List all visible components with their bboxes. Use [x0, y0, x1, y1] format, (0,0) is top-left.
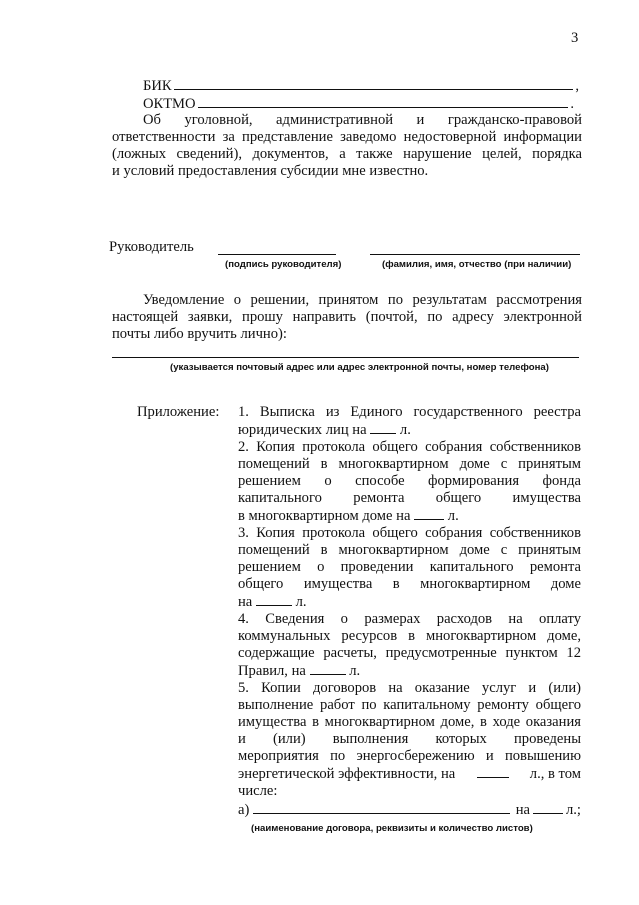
oktmo-line[interactable] [198, 95, 569, 108]
attachment-item-3 [238, 525, 581, 611]
item-1-line-1: 1. Выписка из Единого государственного реестра [238, 404, 581, 420]
item-3-line-3: решением о проведении капитального ремонта [238, 559, 581, 575]
sub-item-a-end: л.; [566, 802, 581, 818]
liability-paragraph [112, 112, 582, 180]
item-5-line-3: имущества в многоквартирном доме, в ходе оказания [238, 714, 581, 730]
name-caption: (фамилия, имя, отчество (при наличии) [382, 259, 572, 270]
item-5-line-6: энергетической эффективности, на л., в том [238, 766, 581, 782]
sub-item-a-mid: на [515, 802, 530, 818]
attachment-item-4 [238, 611, 581, 680]
signature-line[interactable] [218, 254, 336, 255]
signature-role: Руководитель [109, 239, 194, 255]
item-2-line-5: в многоквартирном доме на л. [238, 508, 459, 524]
liability-line-1: Об уголовной, административной и гражданско-правовой [143, 112, 582, 128]
attachment-item-1 [238, 404, 581, 439]
item-1-line-2: юридических лиц на л. [238, 422, 411, 438]
item-3-pages-blank[interactable] [256, 593, 292, 606]
sub-item-a-caption: (наименование договора, реквизиты и количество листов) [251, 823, 533, 834]
item-2-line-2: помещений в многоквартирном доме с принятым [238, 456, 581, 472]
item-5-line-7: числе: [238, 783, 278, 799]
notify-line-2: настоящей заявки, прошу направить (почтой, по адресу электронной [112, 309, 582, 325]
item-2-line-4: капитального ремонта общего имущества [238, 490, 581, 506]
item-2-line-1: 2. Копия протокола общего собрания собственников [238, 439, 581, 455]
item-2-line-3: решением о способе формирования фонда [238, 473, 581, 489]
notify-line-1: Уведомление о решении, принятом по результатам рассмотрения [143, 292, 582, 308]
oktmo-end: . [570, 96, 574, 112]
item-5-line-4: и (или) выполнения которых проведены [238, 731, 581, 747]
sub-item-a-label: а) [238, 802, 250, 818]
signature-caption: (подпись руководителя) [225, 259, 342, 270]
bik-line[interactable] [174, 77, 574, 90]
notify-line-3: почты либо вручить лично): [112, 326, 287, 342]
liability-line-3: (ложных сведений), документов, а также нарушение целей, порядка [112, 146, 582, 162]
page-number: 3 [571, 30, 579, 46]
attachment-label: Приложение: [137, 404, 220, 420]
item-4-line-2: коммунальных ресурсов в многоквартирном доме, [238, 628, 581, 644]
name-line[interactable] [370, 254, 580, 255]
item-2-pages-blank[interactable] [414, 507, 444, 520]
item-4-pages-blank[interactable] [310, 662, 346, 675]
item-5-pages-blank[interactable] [477, 765, 509, 778]
oktmo-label: ОКТМО [143, 96, 196, 112]
bik-label: БИК [143, 78, 172, 94]
attachment-item-5 [238, 680, 581, 800]
item-3-line-5: на л. [238, 594, 307, 610]
attachment-list [238, 404, 581, 819]
notify-paragraph [112, 292, 582, 343]
bik-field[interactable] [143, 77, 579, 95]
item-3-line-2: помещений в многоквартирном доме с принятым [238, 542, 581, 558]
liability-line-2: ответственности за представление заведомо недостоверной информации [112, 129, 582, 145]
sub-item-a-pages-blank[interactable] [533, 801, 563, 814]
notify-address-line[interactable] [112, 357, 579, 358]
item-4-line-1: 4. Сведения о размерах расходов на оплату [238, 611, 581, 627]
item-5-line-5: мероприятия по энергосбережению и повышению [238, 748, 581, 764]
oktmo-field[interactable] [143, 95, 574, 113]
sub-item-a [238, 801, 581, 819]
notify-caption: (указывается почтовый адрес или адрес электронной почты, номер телефона) [170, 362, 549, 373]
item-1-pages-blank[interactable] [370, 421, 396, 434]
sub-item-a-name-line[interactable] [253, 801, 509, 814]
item-4-line-3: содержащие расчеты, предусмотренные пунктом 12 [238, 645, 581, 661]
item-5-line-2: выполнение работ по капитальному ремонту общего [238, 697, 581, 713]
liability-line-4: и условий предоставления субсидии мне известно. [112, 163, 429, 179]
bik-end: , [575, 78, 579, 94]
item-5-line-1: 5. Копии договоров на оказание услуг и (или) [238, 680, 581, 696]
item-3-line-4: общего имущества в многоквартирном доме [238, 576, 581, 592]
attachment-item-2 [238, 439, 581, 525]
item-3-line-1: 3. Копия протокола общего собрания собственников [238, 525, 581, 541]
item-4-line-4: Правил, на л. [238, 663, 361, 679]
